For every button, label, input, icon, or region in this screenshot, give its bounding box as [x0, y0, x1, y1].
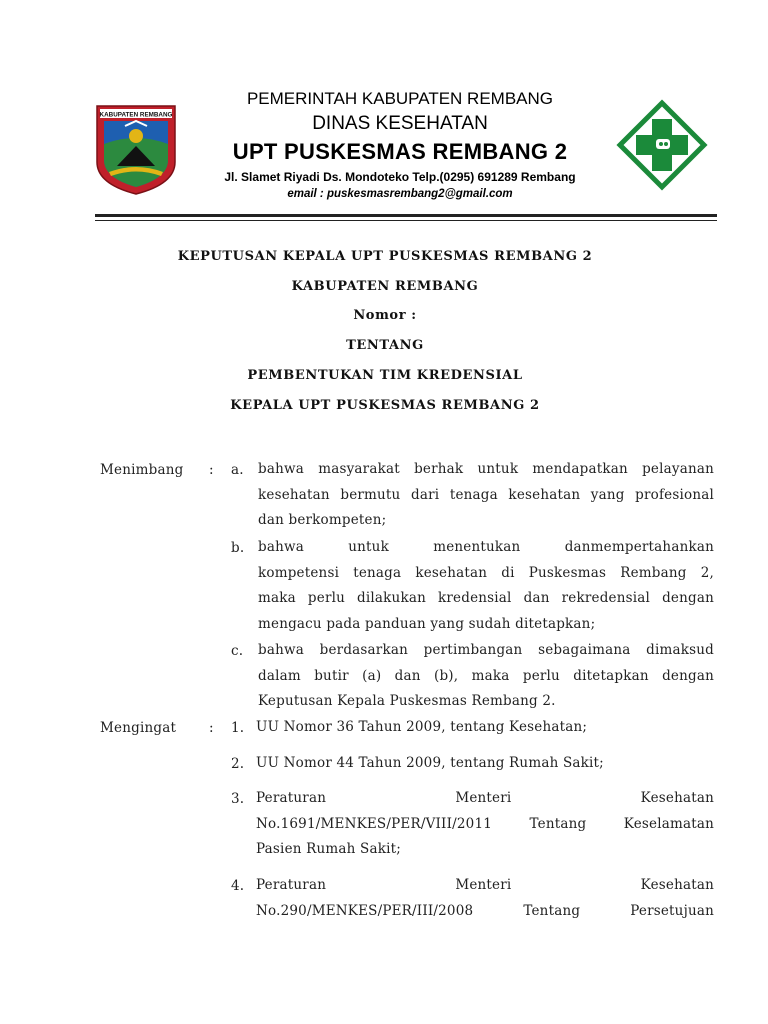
puskesmas-cross-logo: [616, 99, 708, 191]
mengingat-label: Mengingat: [100, 720, 177, 736]
mengingat-colon: :: [209, 720, 214, 736]
menimbang-label: Menimbang: [100, 462, 184, 478]
letterhead-divider: [95, 214, 717, 217]
mengingat-item-3: Peraturan Menteri Kesehatan No.1691/MENKES/PER/VIII/2011 Tentang Keselamatan Pasien Rumah Sakit;: [256, 790, 714, 858]
decree-about-label: TENTANG: [346, 338, 424, 353]
department-name: DINAS KESEHATAN: [312, 113, 488, 134]
decree-issuer: KEPALA UPT PUSKESMAS REMBANG 2: [230, 398, 540, 413]
mengingat-item-4: Peraturan Menteri Kesehatan No.290/MENKES/PER/III/2008 Tentang Persetujuan: [256, 877, 714, 919]
government-name: PEMERINTAH KABUPATEN REMBANG: [246, 89, 554, 108]
item-marker: 3.: [231, 791, 245, 807]
item-marker: c.: [231, 643, 244, 659]
decree-number: Nomor :: [353, 308, 417, 323]
decree-title: KEPUTUSAN KEPALA UPT PUSKESMAS REMBANG 2: [177, 249, 593, 264]
decree-subject: PEMBENTUKAN TIM KREDENSIAL: [247, 368, 523, 383]
item-marker: 1.: [231, 720, 245, 736]
menimbang-colon: :: [209, 462, 214, 478]
institution-name: UPT PUSKESMAS REMBANG 2: [232, 139, 568, 164]
menimbang-item-c: bahwa berdasarkan pertimbangan sebagaimana dimaksud dalam butir (a) dan (b), maka perlu ditetapkan dengan Keputusan Kepala Puskesmas Rembang 2.: [258, 642, 714, 710]
item-marker: b.: [231, 540, 245, 556]
menimbang-item-b: bahwa untuk menentukan danmempertahankan kompetensi tenaga kesehatan di Puskesmas Rembang 2, maka perlu dilakukan kredensial dan rekredensial dengan mengacu pada panduan yang sudah ditetapkan;: [258, 539, 714, 633]
item-marker: 4.: [231, 878, 245, 894]
menimbang-item-a: bahwa masyarakat berhak untuk mendapatkan pelayanan kesehatan bermutu dari tenaga kesehatan yang profesional dan berkompeten;: [258, 461, 714, 529]
item-marker: 2.: [231, 756, 245, 772]
mengingat-item-1: UU Nomor 36 Tahun 2009, tentang Kesehatan;: [256, 719, 588, 735]
item-marker: a.: [231, 462, 244, 478]
kabupaten-rembang-crest-logo: [95, 104, 177, 196]
letterhead: [180, 86, 620, 202]
decree-region: KABUPATEN REMBANG: [291, 279, 479, 294]
email-line: email : puskesmasrembang2@gmail.com: [287, 188, 513, 200]
address-line: Jl. Slamet Riyadi Ds. Mondoteko Telp.(0295) 691289 Rembang: [224, 170, 576, 184]
mengingat-item-2: UU Nomor 44 Tahun 2009, tentang Rumah Sakit;: [256, 755, 604, 771]
letterhead-divider-thin: [95, 220, 717, 221]
svg-text:KABUPATEN REMBANG: KABUPATEN REMBANG: [99, 111, 173, 119]
